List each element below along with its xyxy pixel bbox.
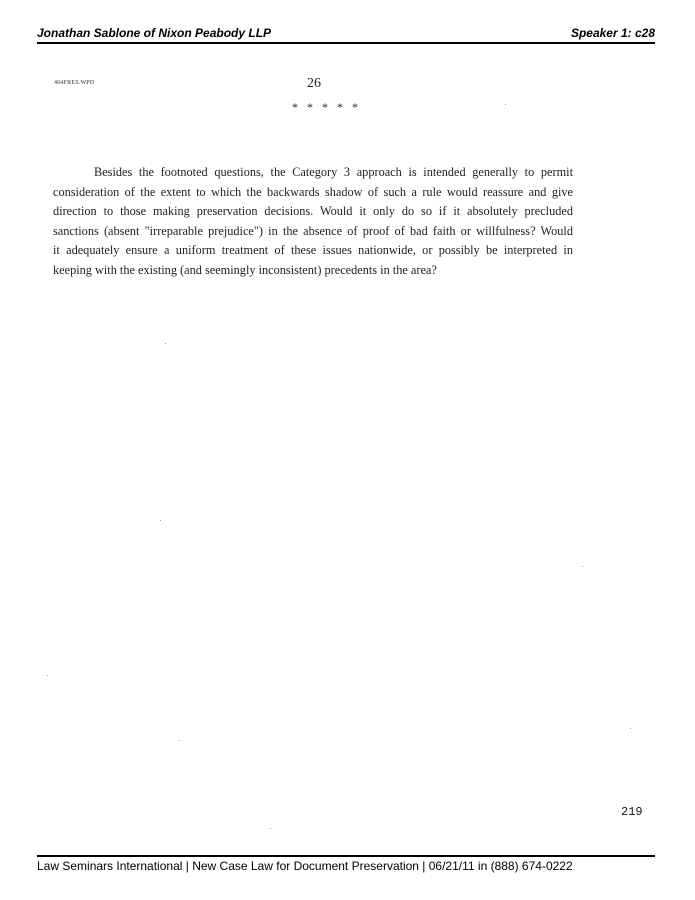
binder-page-number: 219 — [621, 805, 643, 819]
body-paragraph — [53, 163, 573, 281]
section-separator: * * * * * — [292, 100, 361, 114]
page-footer — [37, 855, 655, 873]
footer-seminar-info: Law Seminars International | New Case Law for Document Preservation | 06/21/11 in (888) 674-0222 — [37, 859, 573, 873]
header-speaker-id: Speaker 1: c28 — [570, 26, 655, 40]
paragraph-line: Besides the footnoted questions, the Category 3 approach is intended generally to permit — [94, 165, 573, 179]
paragraph-line: keeping with the existing (and seemingly inconsistent) precedents in the area? — [53, 262, 437, 277]
scan-speck — [160, 520, 161, 521]
document-page-number: 26 — [307, 76, 321, 91]
scan-speck — [179, 740, 180, 741]
scan-speck — [47, 675, 48, 676]
header-speaker-firm: Jonathan Sablone of Nixon Peabody LLP — [37, 26, 272, 40]
paragraph-line: it adequately ensure a uniform treatment of these issues nationwide, or possibly be interpreted in — [53, 243, 573, 258]
page-header — [37, 26, 655, 44]
paragraph-line: direction to those making preservation decisions. Would it only do so if it absolutely precluded — [53, 204, 573, 219]
scan-speck — [270, 828, 271, 829]
scan-speck — [630, 728, 631, 729]
scan-speck — [505, 104, 506, 105]
paragraph-line: consideration of the extent to which the backwards shadow of such a rule would reassure and give — [53, 184, 573, 199]
scan-speck — [165, 343, 166, 344]
file-code: 404FRES.WPD — [54, 80, 95, 86]
paragraph-line: sanctions (absent "irreparable prejudice") in the absence of proof of bad faith or willfulness? Would — [53, 223, 573, 238]
scan-speck — [582, 566, 583, 567]
